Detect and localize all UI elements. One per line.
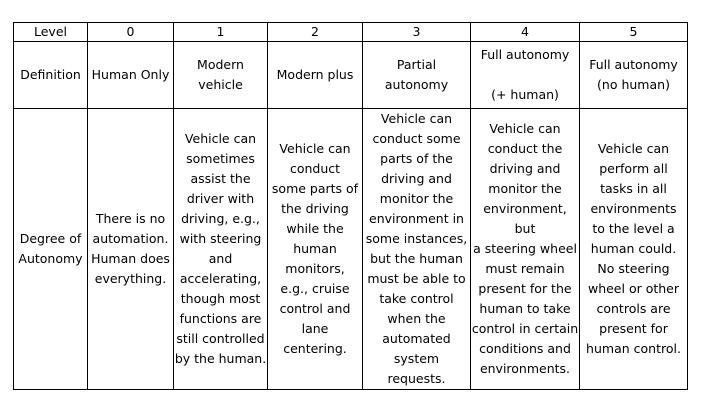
degree-header-label: Degree of Autonomy — [14, 109, 88, 390]
degree-level-0: There is no automation. Human does everything. — [88, 109, 174, 390]
level-header-label: Level — [14, 23, 88, 42]
level-4-cell: 4 — [471, 23, 580, 42]
definition-level-5: Full autonomy (no human) — [580, 42, 688, 109]
level-1-cell: 1 — [174, 23, 268, 42]
definition-header-label: Definition — [14, 42, 88, 109]
degree-row — [14, 109, 688, 390]
definition-row — [14, 42, 688, 109]
definition-level-0: Human Only — [88, 42, 174, 109]
definition-level-3: Partial autonomy — [363, 42, 471, 109]
degree-level-5: Vehicle can perform all tasks in all environments to the level a human could. No steering wheel or other controls are present for human control. — [580, 109, 688, 390]
degree-level-3: Vehicle can conduct some parts of the driving and monitor the environment in some instances, but the human must be able to take control when the automated system requests. — [363, 109, 471, 390]
degree-level-4: Vehicle can conduct the driving and monitor the environment, but a steering wheel must remain present for the human to take control in certain conditions and environments. — [471, 109, 580, 390]
level-5-cell: 5 — [580, 23, 688, 42]
degree-level-1: Vehicle can sometimes assist the driver with driving, e.g., with steering and accelerating, though most functions are still controlled by the human. — [174, 109, 268, 390]
level-0-cell: 0 — [88, 23, 174, 42]
autonomy-levels-table — [13, 22, 688, 390]
level-2-cell: 2 — [268, 23, 363, 42]
definition-level-1: Modern vehicle — [174, 42, 268, 109]
definition-level-4: Full autonomy (+ human) — [471, 42, 580, 109]
level-3-cell: 3 — [363, 23, 471, 42]
degree-level-2: Vehicle can conduct some parts of the driving while the human monitors, e.g., cruise control and lane centering. — [268, 109, 363, 390]
level-row — [14, 23, 688, 42]
definition-level-2: Modern plus — [268, 42, 363, 109]
